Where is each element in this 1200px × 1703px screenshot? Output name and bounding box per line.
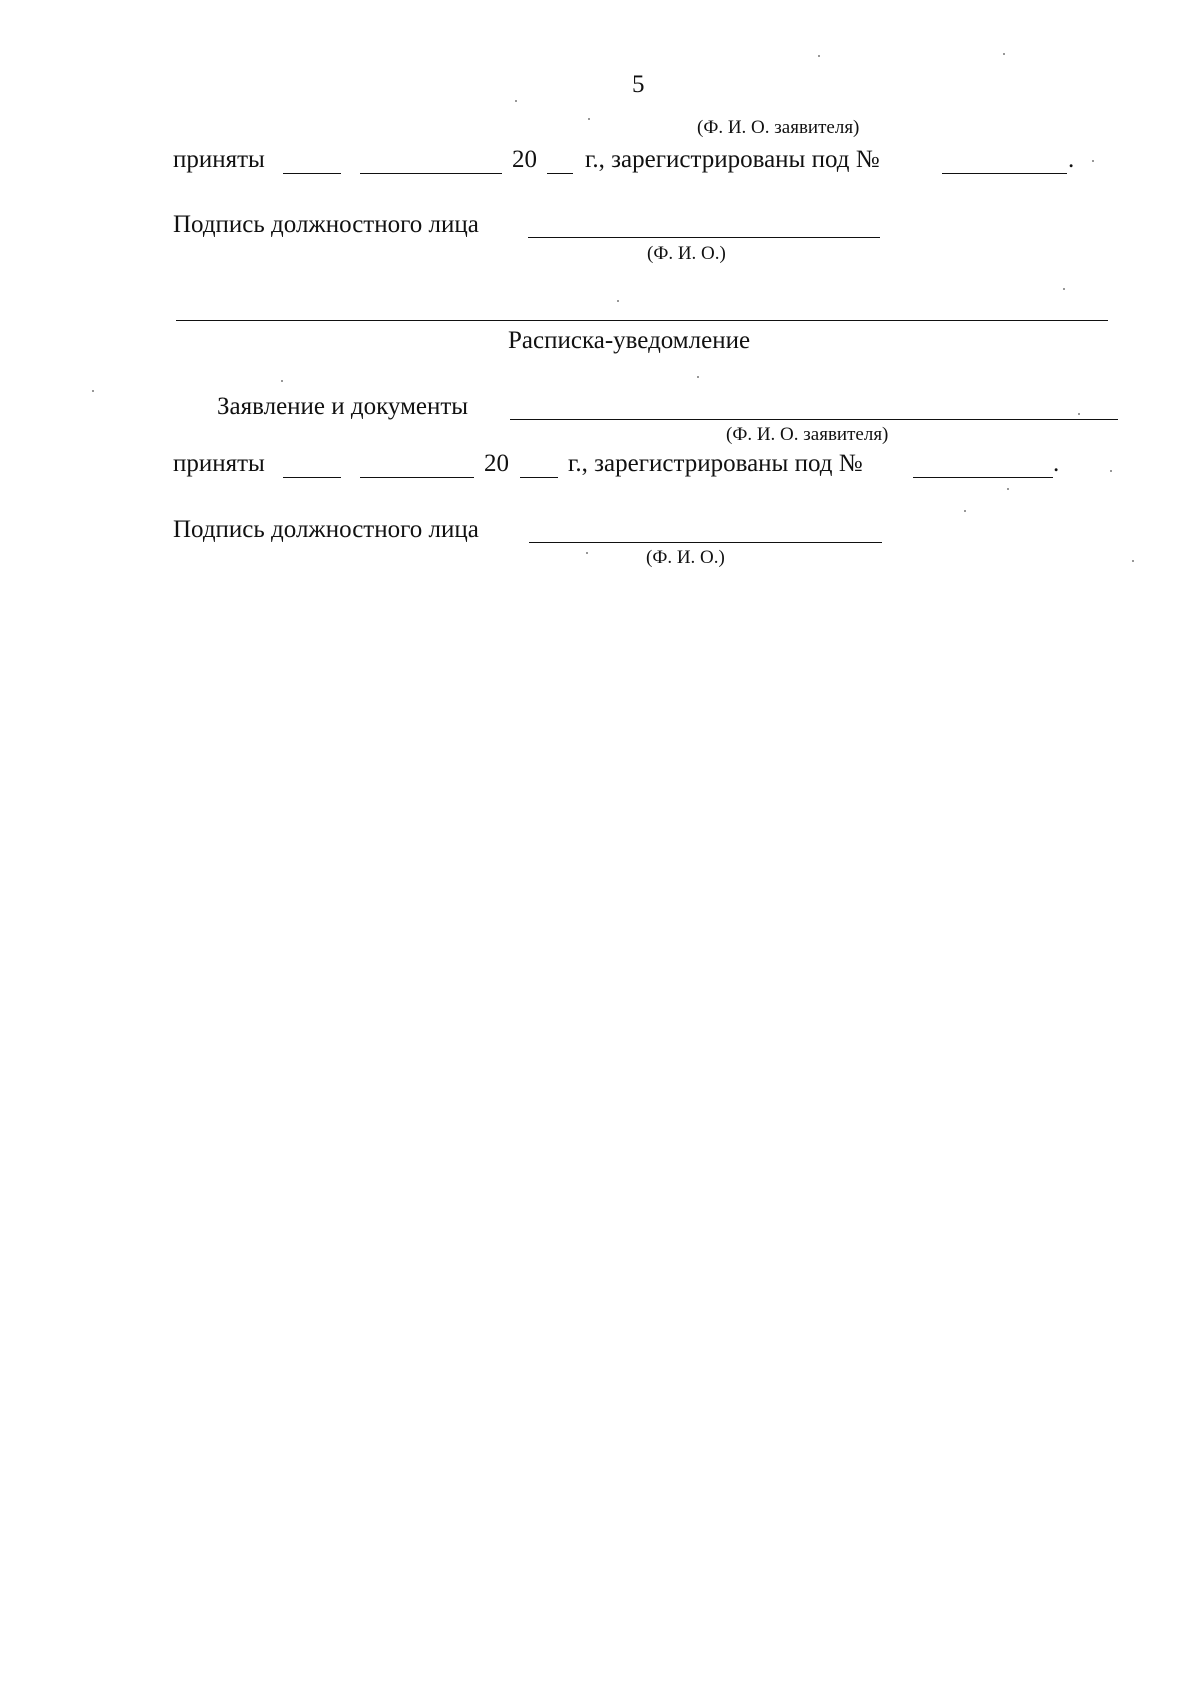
applicant-name-caption: (Ф. И. О. заявителя) — [697, 117, 860, 138]
registration-number-blank — [913, 477, 1053, 478]
year-blank — [547, 173, 573, 174]
scan-speck — [588, 118, 590, 120]
scan-speck — [281, 380, 283, 382]
day-blank — [283, 477, 341, 478]
official-name-caption: (Ф. И. О.) — [646, 547, 725, 568]
year-prefix: 20 — [512, 146, 537, 173]
registration-number-blank — [942, 173, 1067, 174]
scan-speck — [586, 552, 588, 554]
documents-label: Заявление и документы — [217, 393, 469, 420]
scan-speck — [515, 100, 517, 102]
page-number: 5 — [632, 71, 645, 98]
scan-speck — [964, 510, 966, 512]
signature-label: Подпись должностного лица — [173, 211, 479, 238]
official-name-caption: (Ф. И. О.) — [647, 243, 726, 264]
registered-text: г., зарегистрированы под № — [568, 450, 863, 477]
month-blank — [360, 173, 502, 174]
applicant-name-caption: (Ф. И. О. заявителя) — [726, 424, 889, 445]
receipt-title: Расписка-уведомление — [508, 327, 751, 354]
scan-speck — [1132, 560, 1134, 562]
registered-text: г., зарегистрированы под № — [585, 146, 880, 173]
cut-line — [176, 320, 1108, 321]
month-blank — [360, 477, 474, 478]
year-prefix: 20 — [484, 450, 509, 477]
signature-blank — [529, 542, 882, 543]
scan-speck — [1092, 160, 1094, 162]
scan-speck — [1110, 470, 1112, 472]
scan-speck — [92, 390, 94, 392]
end-dot: . — [1068, 146, 1075, 173]
scan-speck — [1063, 288, 1065, 290]
accepted-label: приняты — [173, 146, 265, 173]
day-blank — [283, 173, 341, 174]
signature-blank — [528, 237, 880, 238]
signature-label: Подпись должностного лица — [173, 516, 479, 543]
scan-speck — [617, 300, 619, 302]
scan-speck — [818, 55, 820, 57]
scan-speck — [697, 376, 699, 378]
applicant-name-blank — [510, 419, 1118, 420]
accepted-label: приняты — [173, 450, 265, 477]
year-blank — [520, 477, 558, 478]
scan-speck — [1007, 488, 1009, 490]
scan-speck — [1003, 53, 1005, 55]
end-dot: . — [1053, 450, 1060, 477]
scan-speck — [1078, 413, 1080, 415]
